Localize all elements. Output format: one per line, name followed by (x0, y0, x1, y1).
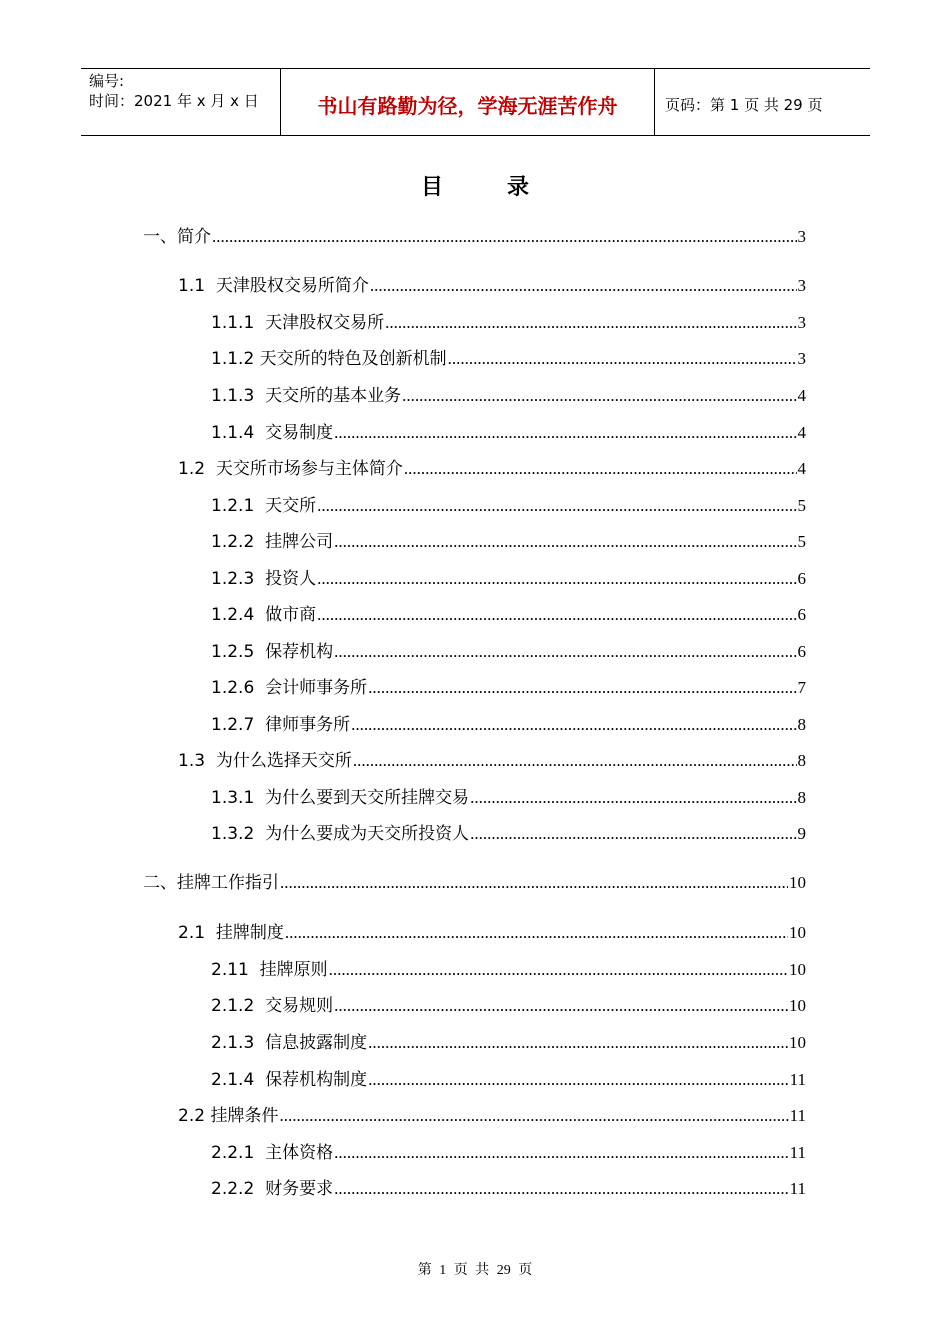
toc-entry-label: 2.1.2 交易规则 (211, 996, 334, 1016)
toc-entry-page: 11 (789, 1143, 806, 1162)
toc-entry-page: 3 (797, 227, 806, 246)
toc-entry-label: 1.3.2 为什么要成为天交所投资人 (211, 824, 470, 844)
toc-entry[interactable] (178, 918, 806, 942)
page-header (81, 68, 870, 136)
toc-entry-label: 1.2.2 挂牌公司 (211, 532, 334, 552)
toc-leader (368, 1070, 789, 1090)
toc-leader (334, 642, 796, 662)
toc-leader (334, 532, 796, 552)
toc-entry-page: 10 (789, 996, 806, 1015)
toc-entry[interactable] (211, 418, 806, 442)
toc-entry-label: 2.1 挂牌制度 (178, 923, 284, 943)
number-label: 编号: (89, 72, 125, 90)
toc-entry-label: 2.1.4 保荐机构制度 (211, 1070, 368, 1090)
toc-leader (317, 569, 796, 589)
toc-entry-page: 7 (797, 678, 806, 697)
toc-entry[interactable] (178, 271, 806, 295)
toc-leader (370, 276, 797, 296)
toc-entry[interactable] (211, 710, 806, 734)
toc-entry[interactable] (178, 746, 806, 770)
toc-entry[interactable] (211, 564, 806, 588)
toc-leader (329, 960, 788, 980)
toc-entry-label: 2.2.1 主体资格 (211, 1143, 334, 1163)
toc-entry-page: 6 (797, 569, 806, 588)
toc-leader (280, 873, 788, 893)
toc-entry-page: 3 (797, 276, 806, 295)
toc-entry-label: 一、简介 (143, 227, 211, 247)
toc-entry-page: 3 (797, 313, 806, 332)
toc-entry[interactable] (178, 1101, 806, 1125)
toc-entry-label: 1.1.2 天交所的特色及创新机制 (211, 349, 447, 369)
toc-leader (334, 423, 796, 443)
toc-leader (334, 996, 788, 1016)
toc-entry[interactable] (211, 991, 806, 1015)
toc-leader (317, 605, 796, 625)
toc-leader (212, 227, 797, 247)
toc-leader (317, 496, 796, 516)
toc-entry-label: 1.2.4 做市商 (211, 605, 317, 625)
toc-entry-page: 8 (797, 751, 806, 770)
toc-entry-page: 10 (789, 960, 806, 979)
toc-entry-label: 2.2.2 财务要求 (211, 1179, 334, 1199)
toc-leader (279, 1106, 788, 1126)
toc-entry[interactable] (211, 308, 806, 332)
toc-entry-label: 1.2.3 投资人 (211, 569, 317, 589)
toc-entry-label: 1.3.1 为什么要到天交所挂牌交易 (211, 788, 470, 808)
toc-leader (402, 386, 796, 406)
toc-entry-label: 1.1.1 天津股权交易所 (211, 313, 385, 333)
toc-entry-label: 2.11 挂牌原则 (211, 960, 328, 980)
toc-entry[interactable] (211, 1065, 806, 1089)
toc-entry[interactable] (211, 1174, 806, 1198)
header-page-label: 页码：第 1 页 共 29 页 (665, 95, 823, 114)
toc-entry-label: 1.2.6 会计师事务所 (211, 678, 368, 698)
header-motto: 书山有路勤为径，学海无涯苦作舟 (281, 69, 655, 135)
toc-entry[interactable] (211, 673, 806, 697)
toc-entry-page: 10 (789, 923, 806, 942)
toc-entry-page: 10 (789, 873, 806, 892)
toc-entry-label: 1.2 天交所市场参与主体简介 (178, 459, 403, 479)
toc-entry-page: 11 (789, 1070, 806, 1089)
toc-entry-page: 4 (797, 386, 806, 405)
toc-leader (334, 1143, 789, 1163)
toc-entry[interactable] (211, 783, 806, 807)
toc-leader (351, 715, 796, 735)
toc-entry-page: 6 (797, 605, 806, 624)
toc-entry[interactable] (211, 344, 806, 368)
toc-leader (448, 349, 797, 369)
toc-entry-page: 5 (797, 532, 806, 551)
toc-entry-label: 1.3 为什么选择天交所 (178, 751, 352, 771)
toc-entry[interactable] (211, 381, 806, 405)
toc-entry[interactable] (211, 600, 806, 624)
toc-entry-page: 11 (789, 1179, 806, 1198)
time-label: 时间：2021 年 x 月 x 日 (89, 92, 259, 110)
toc-entry[interactable] (211, 1138, 806, 1162)
toc-leader (368, 678, 796, 698)
toc-entry[interactable] (178, 454, 806, 478)
toc-entry-label: 1.1 天津股权交易所简介 (178, 276, 369, 296)
toc-leader (285, 923, 788, 943)
toc-entry-label: 1.2.5 保荐机构 (211, 642, 334, 662)
toc-entry[interactable] (143, 222, 806, 246)
toc-entry-page: 8 (797, 715, 806, 734)
toc-entry-page: 8 (797, 788, 806, 807)
toc-entry-label: 1.2.7 律师事务所 (211, 715, 351, 735)
toc-entry-label: 1.1.3 天交所的基本业务 (211, 386, 402, 406)
toc-entry-label: 2.1.3 信息披露制度 (211, 1033, 368, 1053)
page-title: 目录 (420, 175, 593, 200)
toc-leader (470, 788, 796, 808)
toc-entry[interactable] (211, 491, 806, 515)
toc-entry[interactable] (211, 819, 806, 843)
page-footer: 第 1 页 共 29 页 (417, 1263, 533, 1278)
toc-leader (385, 313, 796, 333)
toc-leader (470, 824, 796, 844)
toc-entry-label: 2.2 挂牌条件 (178, 1106, 279, 1126)
toc-entry[interactable] (143, 868, 806, 892)
toc-entry-page: 11 (789, 1106, 806, 1125)
toc-entry-page: 4 (797, 423, 806, 442)
toc-entry-label: 二、挂牌工作指引 (143, 873, 279, 893)
header-meta (81, 69, 281, 135)
toc-entry-page: 6 (797, 642, 806, 661)
toc-leader (334, 1179, 789, 1199)
toc-entry-label: 1.1.4 交易制度 (211, 423, 334, 443)
toc-entry-page: 9 (797, 824, 806, 843)
toc-entry-page: 4 (797, 459, 806, 478)
toc-leader (368, 1033, 788, 1053)
toc-entry-label: 1.2.1 天交所 (211, 496, 317, 516)
toc-leader (353, 751, 797, 771)
toc-entry-page: 10 (789, 1033, 806, 1052)
toc-entry[interactable] (211, 955, 806, 979)
toc-entry-page: 3 (797, 349, 806, 368)
toc-leader (404, 459, 797, 479)
toc-entry[interactable] (211, 637, 806, 661)
toc-entry[interactable] (211, 527, 806, 551)
toc-entry-page: 5 (797, 496, 806, 515)
toc-entry[interactable] (211, 1028, 806, 1052)
